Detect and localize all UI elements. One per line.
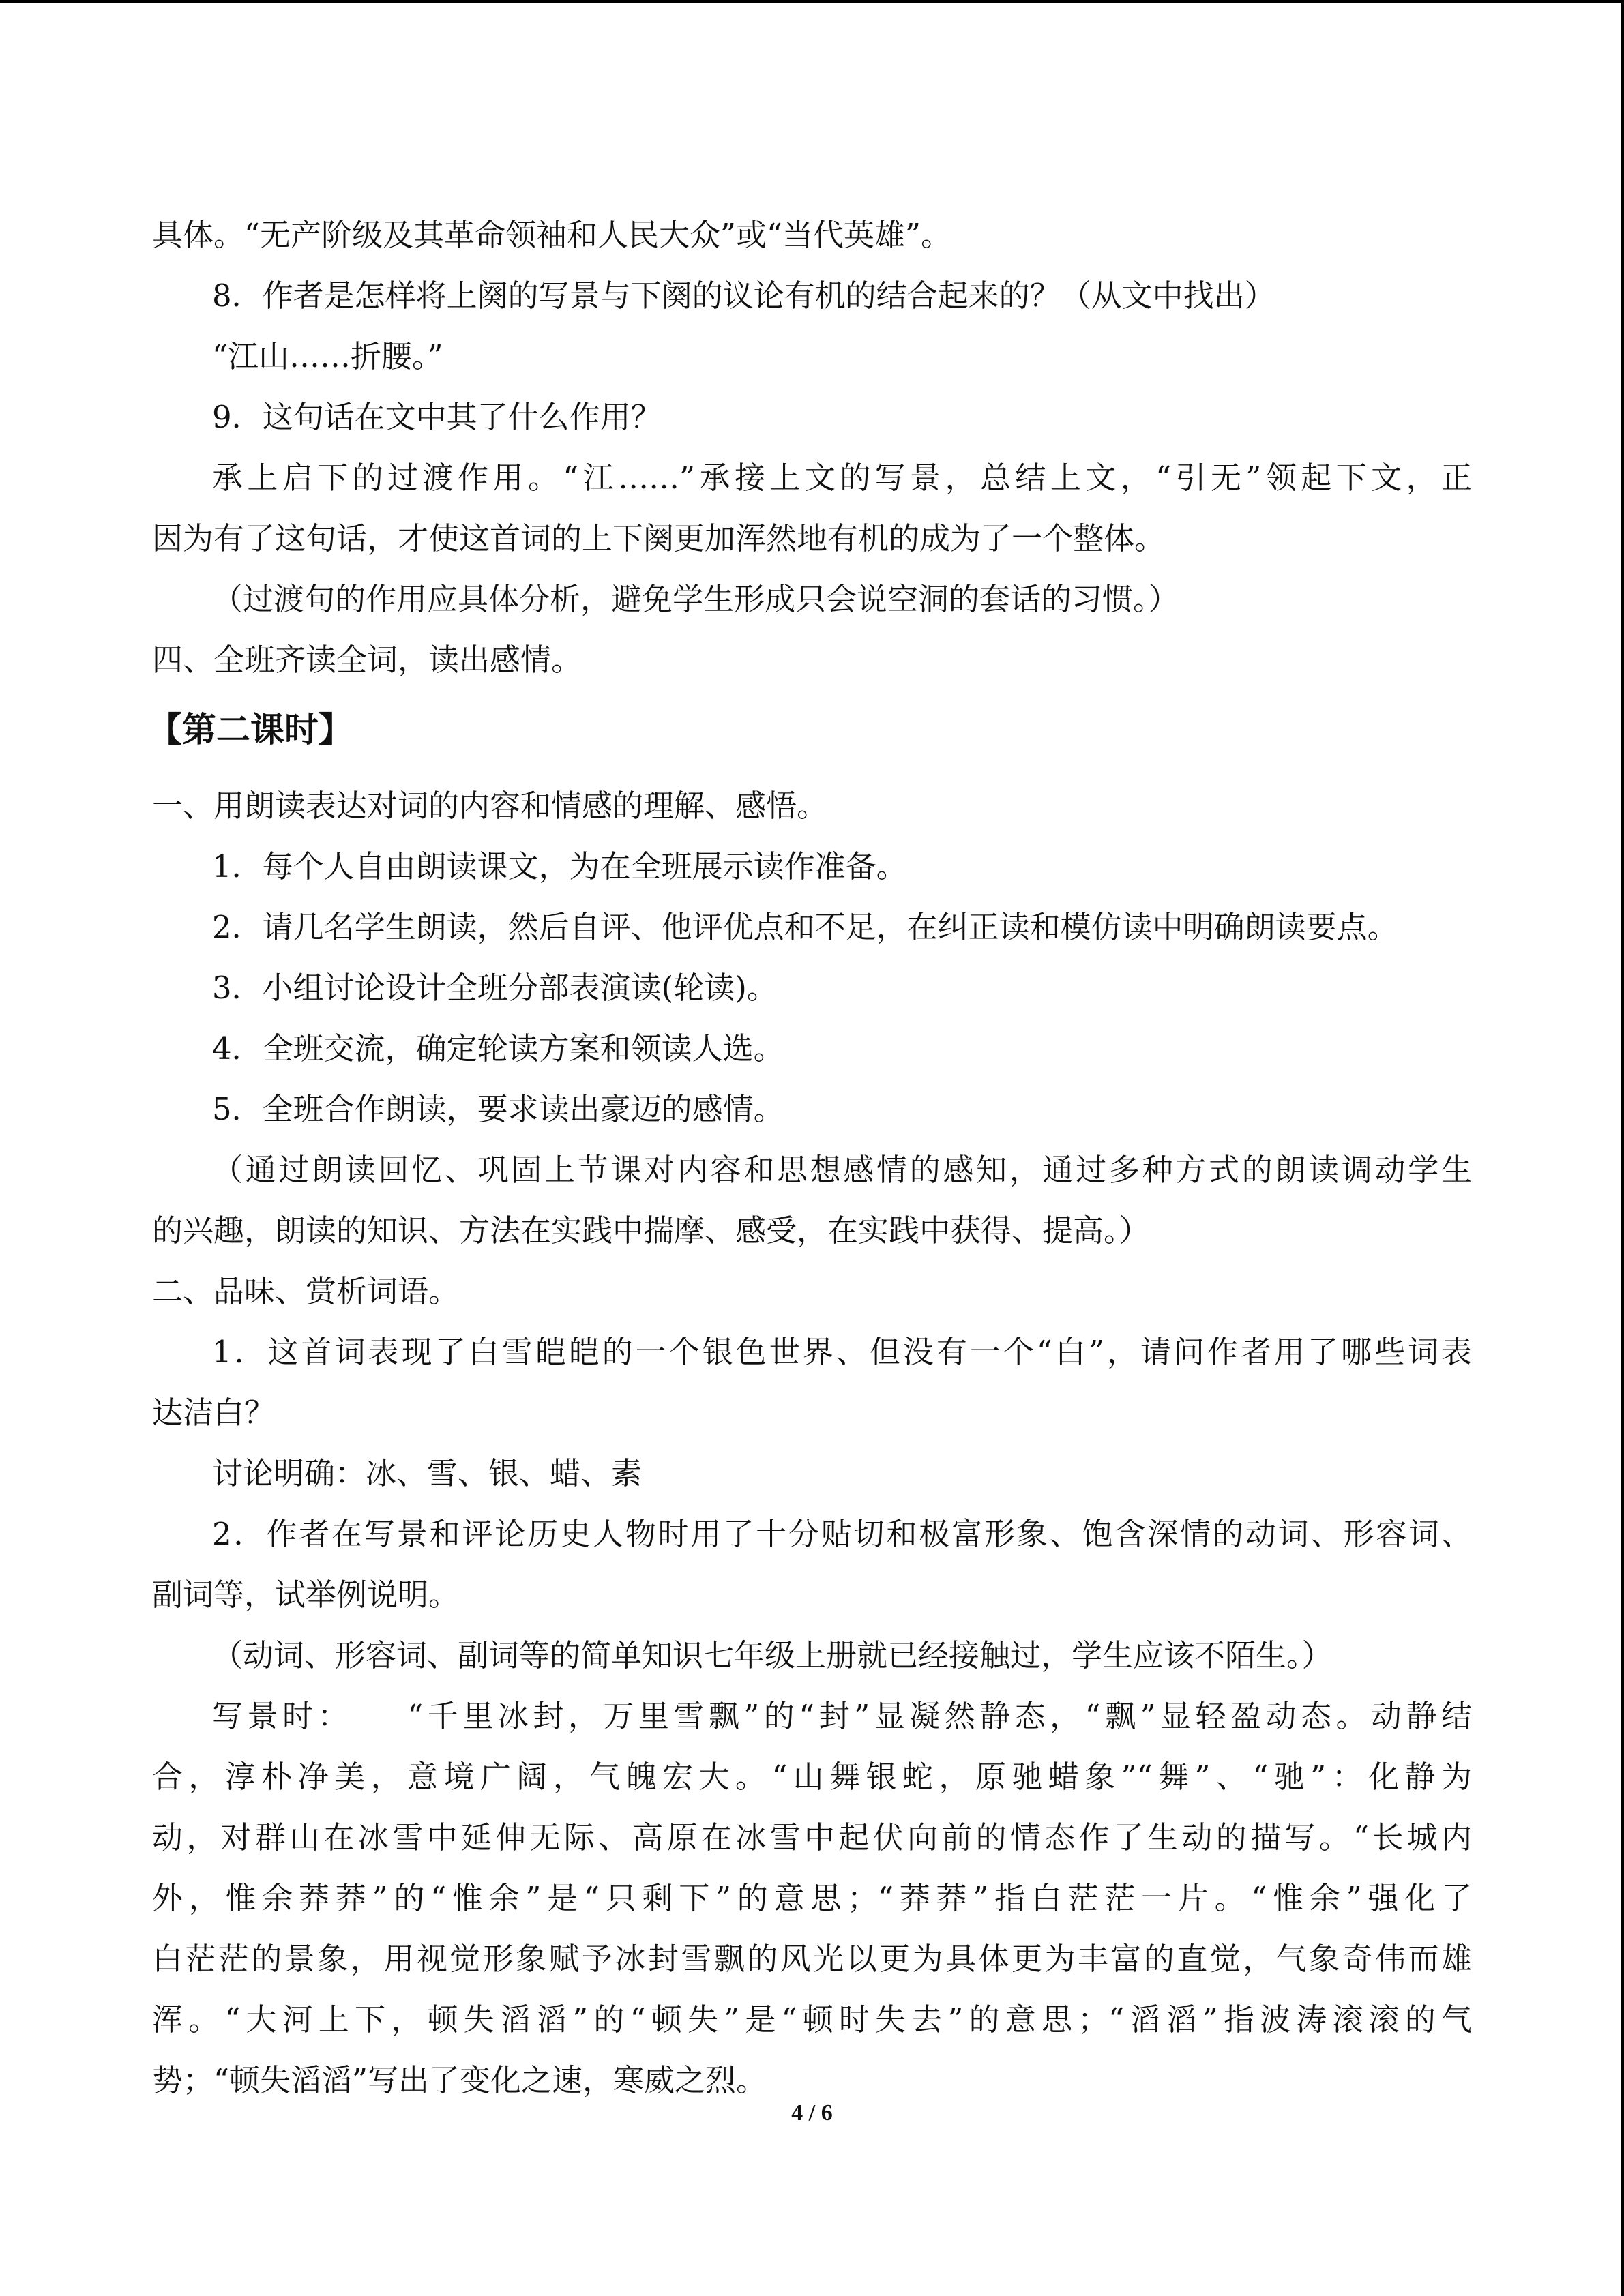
page-right-border [1621,0,1624,2296]
answer-8: “江山……折腰。” [212,338,443,374]
teaching-note: （过渡句的作用应具体分析，避免学生形成只会说空洞的套话的习惯。） [212,581,1179,617]
word-question-1-line-1: 1．这首词表现了白雪皑皑的一个银色世界、但没有一个“白”，请问作者用了哪些词表 [212,1334,1472,1370]
step-1: 1．每个人自由朗读课文，为在全班展示读作准备。 [212,848,907,884]
heading-spacer [152,770,1472,775]
reading-note-line-2: 的兴趣，朗读的知识、方法在实践中揣摩、感受，在实践中获得、提高。） [152,1212,1150,1249]
analysis-line-4: 外，惟余莽莽”的“惟余”是“只剩下”的意思；“莽莽”指白茫茫一片。“惟余”强化了 [152,1880,1472,1916]
section-one: 一、用朗读表达对词的内容和情感的理解、感悟。 [152,788,828,824]
step-4: 4．全班交流，确定轮读方案和领读人选。 [212,1030,784,1067]
step-5: 5．全班合作朗读，要求读出豪迈的感情。 [212,1091,784,1127]
analysis-line-1: 写景时： “千里冰封，万里雪飘”的“封”显凝然静态，“飘”显轻盈动态。动静结 [212,1698,1472,1734]
document-body [148,205,1472,2111]
grammar-note: （动词、形容词、副词等的简单知识七年级上册就已经接触过，学生应该不陌生。） [212,1637,1333,1673]
section-four: 四、全班齐读全词，读出感情。 [152,642,582,678]
analysis-line-2: 合，淳朴净美，意境广阔，气魄宏大。“山舞银蛇，原驰蜡象”“舞”、“驰”：化静为 [152,1759,1472,1795]
reading-note-line-1: （通过朗读回忆、巩固上节课对内容和思想感情的感知，通过多种方式的朗读调动学生 [212,1152,1472,1188]
step-2: 2．请几名学生朗读，然后自评、他评优点和不足，在纠正读和模仿读中明确朗读要点。 [212,909,1398,945]
analysis-line-5: 白茫茫的景象，用视觉形象赋予冰封雪飘的风光以更为具体更为丰富的直觉，气象奇伟而雄 [152,1941,1472,1977]
discussion-answer: 讨论明确：冰、雪、银、蜡、素 [212,1455,643,1491]
word-question-2-line-2: 副词等，试举例说明。 [152,1577,460,1613]
step-3: 3．小组讨论设计全班分部表演读(轮读)。 [212,970,778,1006]
paragraph-line: 具体。“无产阶级及其革命领袖和人民大众”或“当代英雄”。 [152,217,952,253]
page-top-border [0,0,1624,3]
page-number: 4 / 6 [791,2100,833,2126]
word-question-1-line-2: 达洁白？ [152,1395,276,1431]
answer-9-line-1: 承上启下的过渡作用。“江……”承接上文的写景，总结上文，“引无”领起下文，正 [212,460,1472,496]
analysis-line-3: 动，对群山在冰雪中延伸无际、高原在冰雪中起伏向前的情态作了生动的描写。“长城内 [152,1819,1472,1855]
analysis-line-7: 势；“顿失滔滔”写出了变化之速，寒威之烈。 [152,2062,767,2098]
question-8: 8．作者是怎样将上阕的写景与下阕的议论有机的结合起来的？（从文中找出） [212,278,1275,314]
word-question-2-line-1: 2．作者在写景和评论历史人物时用了十分贴切和极富形象、饱含深情的动词、形容词、 [212,1516,1472,1552]
answer-9-line-2: 因为有了这句话，才使这首词的上下阕更加浑然地有机的成为了一个整体。 [152,520,1166,556]
analysis-line-6: 浑。“大河上下，顿失滔滔”的“顿失”是“顿时失去”的意思；“滔滔”指波涛滚滚的气 [152,2001,1472,2038]
lesson-heading: 【第二课时】 [148,710,353,749]
section-two: 二、品味、赏析词语。 [152,1273,460,1309]
question-9: 9．这句话在文中其了什么作用？ [212,399,662,435]
